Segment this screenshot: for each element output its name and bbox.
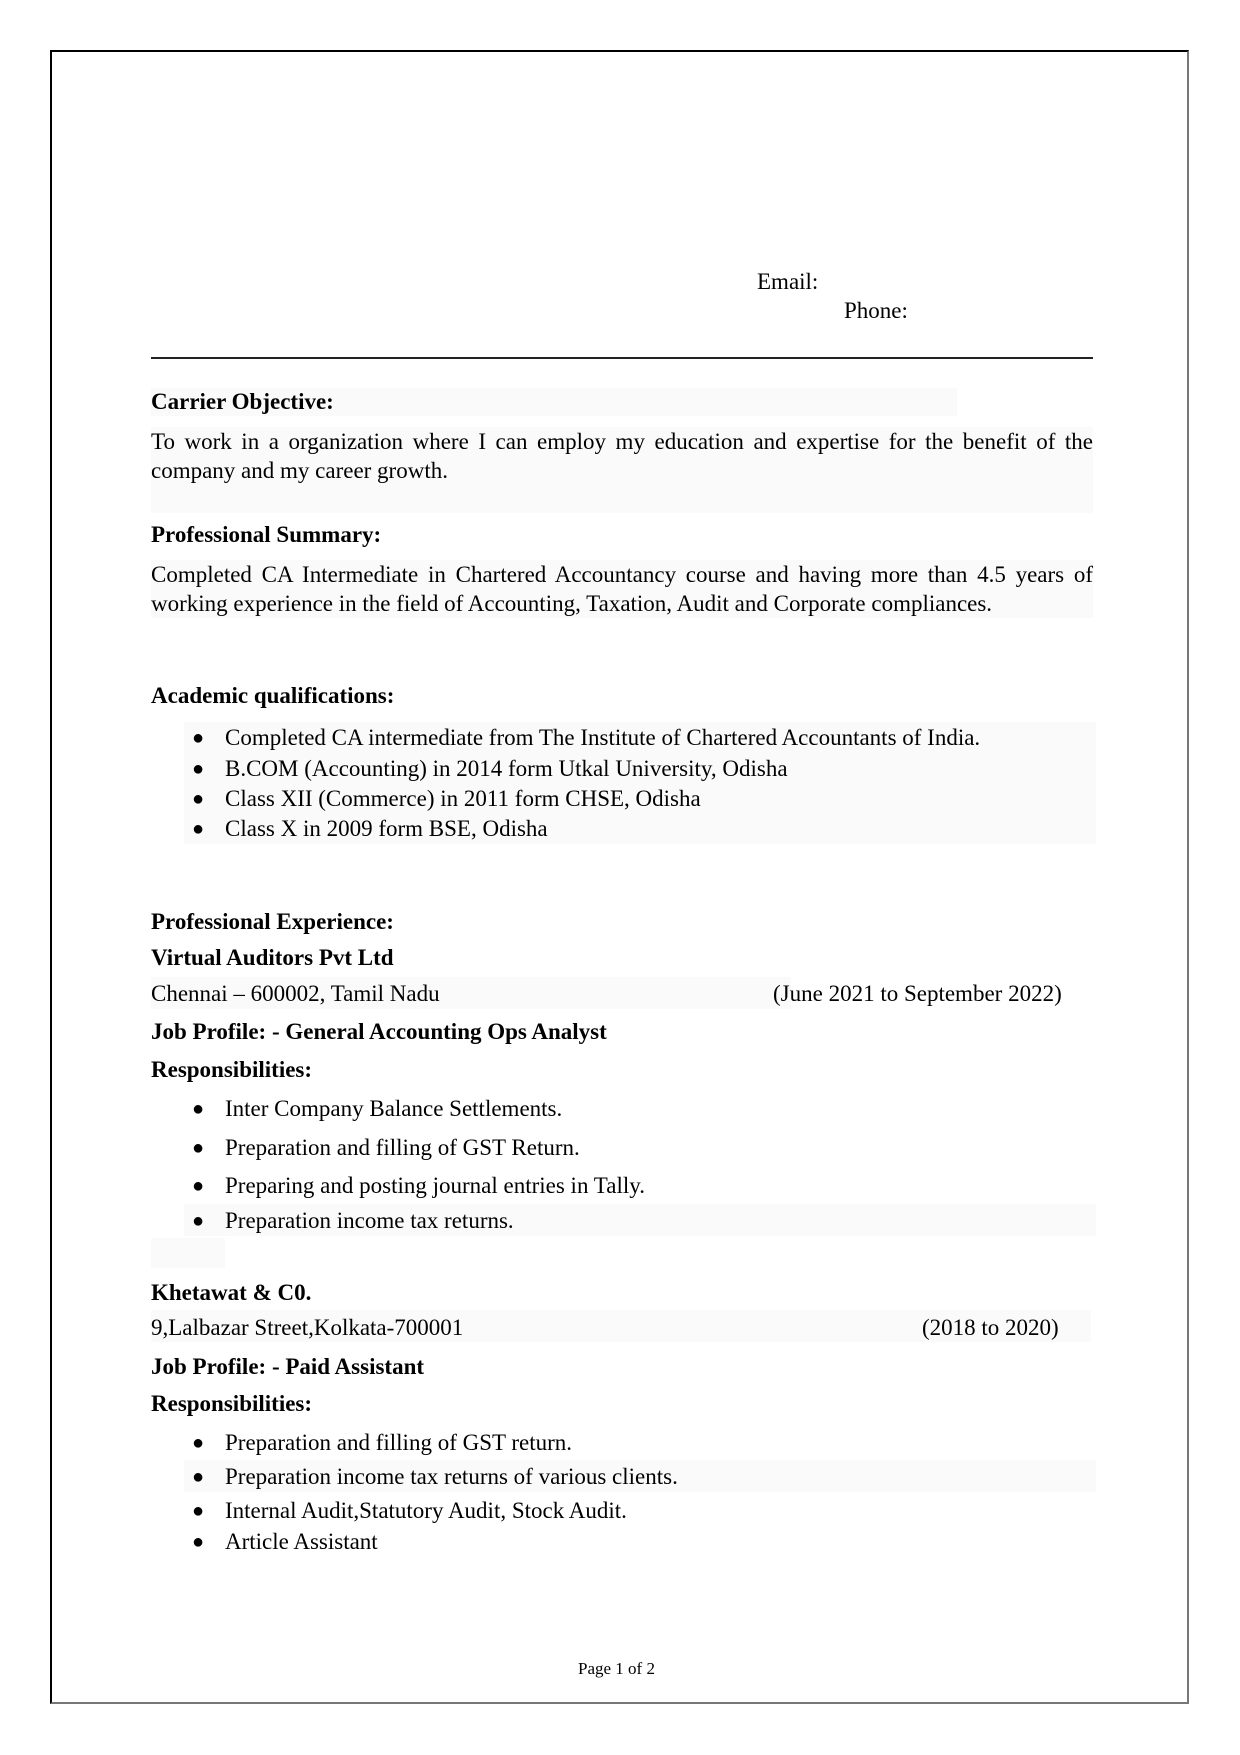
bullet-icon: ● — [192, 1210, 205, 1232]
job-period: (June 2021 to September 2022) — [773, 981, 1062, 1006]
summary-heading: Professional Summary: — [151, 522, 382, 547]
responsibility-item: Preparation income tax returns. — [225, 1208, 514, 1233]
job-company: Virtual Auditors Pvt Ltd — [151, 945, 394, 970]
bullet-icon: ● — [192, 1137, 205, 1159]
bullet-icon: ● — [192, 727, 205, 749]
bullet-icon: ● — [192, 1098, 205, 1120]
responsibility-item: Preparation and filling of GST Return. — [225, 1135, 580, 1160]
academic-item: Completed CA intermediate from The Institute of Chartered Accountants of India. — [225, 725, 981, 750]
responsibility-item: Article Assistant — [225, 1529, 378, 1554]
responsibility-item: Preparation income tax returns of various clients. — [225, 1464, 678, 1489]
bullet-icon: ● — [192, 788, 205, 810]
email-label: Email: — [757, 269, 819, 294]
responsibility-item: Inter Company Balance Settlements. — [225, 1096, 563, 1121]
bullet-icon: ● — [192, 1175, 205, 1197]
academic-item: Class X in 2009 form BSE, Odisha — [225, 816, 548, 841]
academics-heading: Academic qualifications: — [151, 683, 395, 708]
bullet-icon: ● — [192, 818, 205, 840]
bullet-icon: ● — [192, 1432, 205, 1454]
responsibilities-heading: Responsibilities: — [151, 1057, 313, 1082]
header-divider — [151, 357, 1093, 359]
responsibilities-heading: Responsibilities: — [151, 1391, 313, 1416]
page-border — [50, 50, 1189, 1704]
job-profile: Job Profile: - General Accounting Ops Analyst — [151, 1019, 607, 1044]
job-location: Chennai – 600002, Tamil Nadu — [151, 981, 440, 1006]
summary-text: Completed CA Intermediate in Chartered Accountancy course and having more than 4.5 years of working experience in the field of Accounting, Taxation, Audit and Corporate compliances. — [151, 562, 1093, 616]
objective-text: To work in a organization where I can employ my education and expertise for the benefit of the company and my career growth. — [151, 427, 1093, 513]
bullet-icon: ● — [192, 1531, 205, 1553]
academic-item: B.COM (Accounting) in 2014 form Utkal University, Odisha — [225, 756, 788, 781]
job-profile: Job Profile: - Paid Assistant — [151, 1354, 425, 1379]
responsibility-item: Preparation and filling of GST return. — [225, 1430, 573, 1455]
job-location: 9,Lalbazar Street,Kolkata-700001 — [151, 1315, 464, 1340]
objective-heading: Carrier Objective: — [151, 388, 957, 416]
bullet-icon: ● — [192, 1500, 205, 1522]
experience-heading: Professional Experience: — [151, 909, 394, 934]
job-period: (2018 to 2020) — [922, 1315, 1059, 1340]
responsibility-item: Preparing and posting journal entries in Tally. — [225, 1173, 645, 1198]
bullet-icon: ● — [192, 758, 205, 780]
academic-item: Class XII (Commerce) in 2011 form CHSE, Odisha — [225, 786, 701, 811]
responsibility-item: Internal Audit,Statutory Audit, Stock Audit. — [225, 1498, 627, 1523]
phone-label: Phone: — [844, 298, 908, 323]
job-company: Khetawat & C0. — [151, 1280, 312, 1305]
page-number: Page 1 of 2 — [578, 1659, 655, 1678]
bullet-icon: ● — [192, 1466, 205, 1488]
